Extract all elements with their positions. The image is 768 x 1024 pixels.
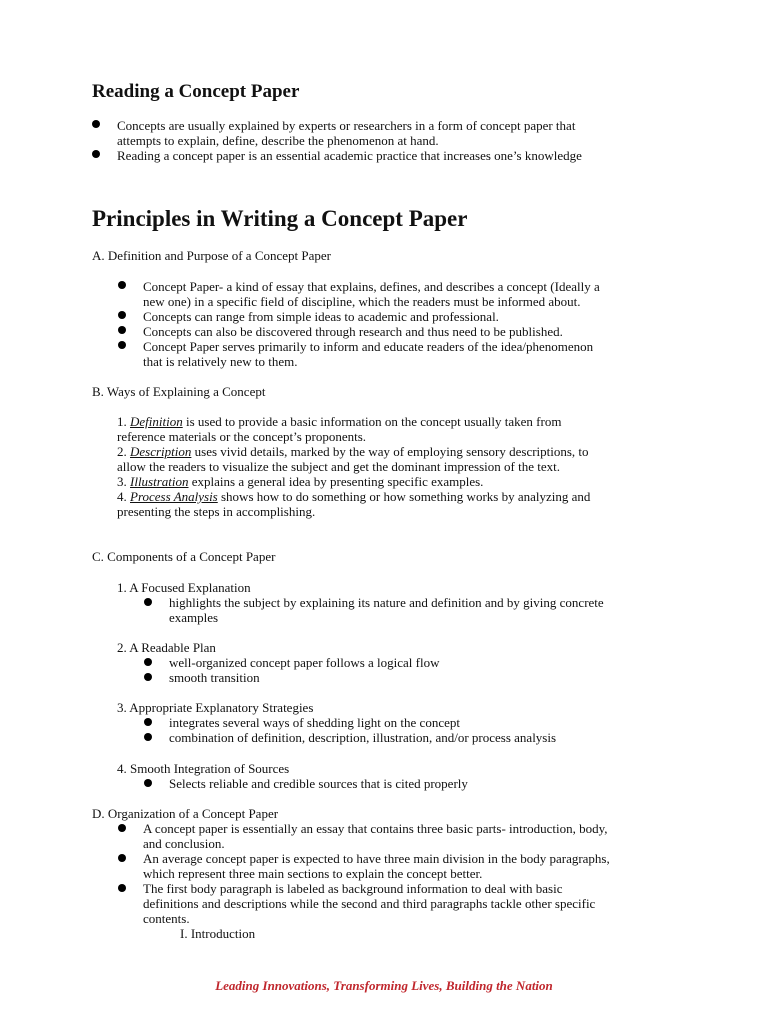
bullet-icon (144, 733, 152, 741)
bullet-icon (118, 281, 126, 289)
footer-tagline: Leading Innovations, Transforming Lives, Building the Nation (215, 978, 553, 993)
component-title: 4. Smooth Integration of Sources (117, 761, 290, 776)
list-item: Concepts can range from simple ideas to academic and professional. (143, 309, 499, 324)
bullet-icon (92, 150, 100, 158)
section-title-reading: Reading a Concept Paper (92, 81, 300, 102)
component-title: 1. A Focused Explanation (117, 580, 251, 595)
list-item: Concept Paper serves primarily to inform and educate readers of the idea/phenomenon that is relatively new to them. (143, 339, 594, 369)
outline-item: I. Introduction (180, 926, 256, 941)
bullet-icon (92, 120, 100, 128)
list-item: Reading a concept paper is an essential academic practice that increases one’s knowledge (117, 148, 582, 163)
bullet-icon (118, 854, 126, 862)
list-item: Concepts can also be discovered through research and thus need to be published. (143, 324, 563, 339)
numbered-item: 4. Process Analysis shows how to do something or how something works by analyzing and presenting the steps in accomplishing. (117, 489, 591, 519)
list-item: integrates several ways of shedding light on the concept (169, 715, 460, 730)
list-item: smooth transition (169, 670, 260, 685)
numbered-item: 2. Description uses vivid details, marked by the way of employing sensory descriptions, to allow the readers to visualize the subject and get the dominant impression of the text. (117, 444, 589, 474)
bullet-icon (144, 598, 152, 606)
list-item: An average concept paper is expected to have three main division in the body paragraphs, which represent three main sections to explain the concept better. (143, 851, 610, 881)
bullet-icon (118, 341, 126, 349)
component-title: 2. A Readable Plan (117, 640, 216, 655)
bullet-icon (118, 311, 126, 319)
list-item: Concepts are usually explained by experts or researchers in a form of concept paper that attempts to explain, define, describe the phenomenon at hand. (117, 118, 576, 148)
subsection-heading-d: D. Organization of a Concept Paper (92, 806, 279, 821)
bullet-icon (144, 673, 152, 681)
bullet-icon (144, 718, 152, 726)
list-item: A concept paper is essentially an essay that contains three basic parts- introduction, body, and conclusion. (143, 821, 608, 851)
bullet-icon (144, 658, 152, 666)
subsection-heading-c: C. Components of a Concept Paper (92, 549, 276, 564)
list-item: well-organized concept paper follows a logical flow (169, 655, 440, 670)
numbered-item: 3. Illustration explains a general idea by presenting specific examples. (117, 474, 484, 489)
subsection-heading-b: B. Ways of Explaining a Concept (92, 384, 266, 399)
subsection-heading-a: A. Definition and Purpose of a Concept Paper (92, 248, 332, 263)
list-item: Selects reliable and credible sources that is cited properly (169, 776, 468, 791)
list-item: The first body paragraph is labeled as background information to deal with basic definitions and descriptions while the second and third paragraphs tackle other specific contents. (143, 881, 596, 926)
list-item: highlights the subject by explaining its nature and definition and by giving concrete examples (169, 595, 604, 625)
numbered-item: 1. Definition is used to provide a basic information on the concept usually taken from reference materials or the concept’s proponents. (117, 414, 562, 444)
bullet-icon (118, 824, 126, 832)
list-item: combination of definition, description, illustration, and/or process analysis (169, 730, 557, 745)
bullet-icon (118, 326, 126, 334)
section-title-principles: Principles in Writing a Concept Paper (92, 206, 468, 231)
list-item: Concept Paper- a kind of essay that explains, defines, and describes a concept (Ideally a new one) in a specific field of discipline, which the readers must be informed about. (143, 279, 600, 309)
bullet-icon (118, 884, 126, 892)
bullet-icon (144, 779, 152, 787)
component-title: 3. Appropriate Explanatory Strategies (117, 700, 314, 715)
